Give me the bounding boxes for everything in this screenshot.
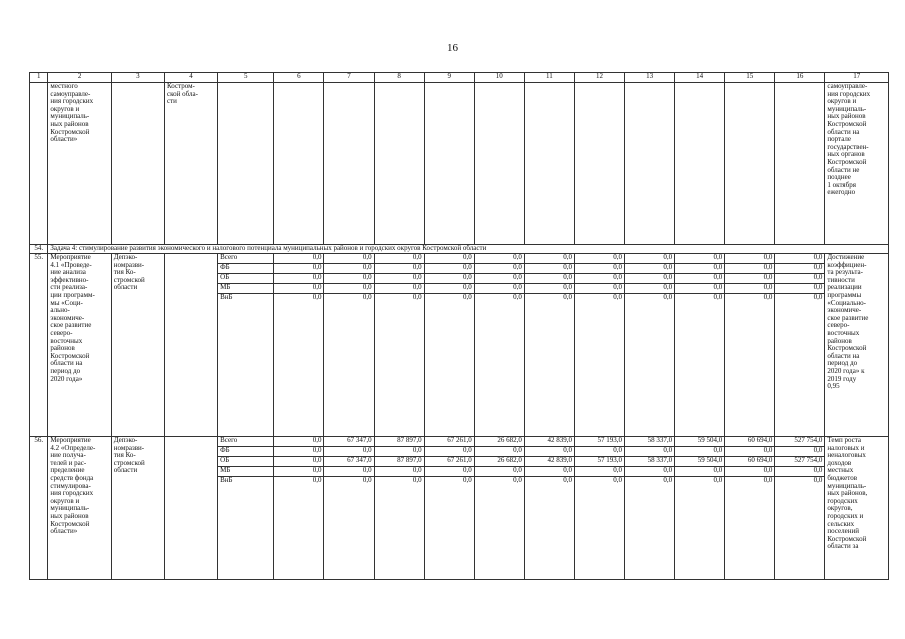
cell-value: 57 193,0 — [574, 437, 624, 447]
cell-value: 0,0 — [675, 284, 725, 294]
cell-value: 0,0 — [775, 467, 825, 477]
cell-value: 42 839,0 — [524, 437, 574, 447]
cell-source: ФБ — [218, 447, 274, 457]
cell-value: 0,0 — [675, 477, 725, 580]
cell-value: 0,0 — [524, 447, 574, 457]
cell-value: 87 897,0 — [374, 437, 424, 447]
cell-source: Всего — [218, 437, 274, 447]
cell-value: 0,0 — [474, 274, 524, 284]
cell-value: 0,0 — [775, 274, 825, 284]
cell-value: 0,0 — [625, 447, 675, 457]
cell-source: ОБ — [218, 457, 274, 467]
cell-value: 0,0 — [675, 254, 725, 264]
cell-source: Всего — [218, 254, 274, 264]
cell-source: ВнБ — [218, 294, 274, 437]
cell-value: 0,0 — [574, 294, 624, 437]
header-cell: 4 — [164, 73, 217, 83]
cell-result: Темп роста налоговых и неналоговых доходов местных бюджетов муниципаль- ных районов, городских округов, городских и сельских поселений Костромской области за — [825, 437, 889, 580]
cell-value: 67 261,0 — [424, 437, 474, 447]
cell-value: 0,0 — [274, 294, 324, 437]
cell-value: 0,0 — [625, 264, 675, 274]
cell-value: 0,0 — [424, 447, 474, 457]
cell-measure: местного самоуправле- ния городских округов и муниципаль- ных районов Костромской области» — [48, 83, 111, 245]
cell-value: 26 682,0 — [474, 457, 524, 467]
cell-value: 26 682,0 — [474, 437, 524, 447]
cell-value: 0,0 — [574, 274, 624, 284]
cell-value: 0,0 — [274, 477, 324, 580]
cell-value: 0,0 — [725, 284, 775, 294]
cell-value: 0,0 — [424, 254, 474, 264]
cell — [775, 83, 825, 245]
cell-value: 0,0 — [274, 467, 324, 477]
cell-value: 0,0 — [424, 284, 474, 294]
row-number: 55. — [30, 254, 48, 437]
cell-value: 0,0 — [474, 477, 524, 580]
cell-executor: Депэко- номразви- тия Ко- стромской области — [111, 254, 164, 437]
cell-value: 0,0 — [474, 467, 524, 477]
cell-value: 0,0 — [274, 457, 324, 467]
header-cell: 6 — [274, 73, 324, 83]
cell-value: 0,0 — [424, 294, 474, 437]
task-title: Задача 4: стимулирование развития экономического и налогового потенциала муниципальных районов и городских округов Костромской области — [48, 245, 889, 254]
cell-value: 0,0 — [625, 467, 675, 477]
cell-value: 42 839,0 — [524, 457, 574, 467]
cell-source: ОБ — [218, 274, 274, 284]
cell-value: 0,0 — [524, 294, 574, 437]
cell-value: 0,0 — [374, 254, 424, 264]
cell-value: 0,0 — [474, 264, 524, 274]
header-cell: 15 — [725, 73, 775, 83]
cell-value: 0,0 — [775, 284, 825, 294]
cell-value: 0,0 — [274, 437, 324, 447]
cell-value: 0,0 — [524, 264, 574, 274]
header-cell: 5 — [218, 73, 274, 83]
cell — [625, 83, 675, 245]
cell — [274, 83, 324, 245]
cell-value: 0,0 — [424, 264, 474, 274]
cell-value: 0,0 — [625, 477, 675, 580]
cell — [374, 83, 424, 245]
cell-value: 0,0 — [625, 294, 675, 437]
header-cell: 11 — [524, 73, 574, 83]
cell-value: 527 754,0 — [775, 437, 825, 447]
cell-value: 0,0 — [324, 284, 374, 294]
cell-value: 0,0 — [324, 294, 374, 437]
cell-value: 0,0 — [574, 284, 624, 294]
cell-value: 67 347,0 — [324, 457, 374, 467]
cell — [524, 83, 574, 245]
cell-value: 59 504,0 — [675, 437, 725, 447]
cell-value: 67 261,0 — [424, 457, 474, 467]
cell-value: 0,0 — [324, 477, 374, 580]
cell-result: Достижение коэффициен- та результа- тивности реализации программы «Социально- экономиче- ское развитие северо- восточных районов Костромской области на период до 2020 года» к 2019 году 0,95 — [825, 254, 889, 437]
cell-value: 67 347,0 — [324, 437, 374, 447]
cell-value: 0,0 — [324, 264, 374, 274]
table-row — [30, 254, 889, 264]
cell-value: 0,0 — [324, 274, 374, 284]
cell — [30, 83, 48, 245]
cell-value: 0,0 — [574, 477, 624, 580]
cell-value: 0,0 — [324, 447, 374, 457]
header-cell: 10 — [474, 73, 524, 83]
cell-value: 60 694,0 — [725, 457, 775, 467]
cell-value: 0,0 — [524, 274, 574, 284]
cell-value: 58 337,0 — [625, 437, 675, 447]
cell-value: 0,0 — [524, 477, 574, 580]
cell-value: 0,0 — [374, 477, 424, 580]
cell-value: 0,0 — [725, 274, 775, 284]
cell-value: 0,0 — [775, 477, 825, 580]
cell-value: 0,0 — [324, 467, 374, 477]
header-cell: 7 — [324, 73, 374, 83]
cell-value: 0,0 — [574, 447, 624, 457]
cell-source: ВнБ — [218, 477, 274, 580]
cell-value: 0,0 — [725, 264, 775, 274]
cell-value: 0,0 — [524, 254, 574, 264]
cell-value: 0,0 — [775, 294, 825, 437]
header-cell: 17 — [825, 73, 889, 83]
cell-source: МБ — [218, 284, 274, 294]
cell-value: 0,0 — [324, 254, 374, 264]
cell-value: 0,0 — [574, 467, 624, 477]
cell-value: 0,0 — [474, 294, 524, 437]
cell-value: 0,0 — [675, 264, 725, 274]
header-cell: 13 — [625, 73, 675, 83]
cell-coexecutor — [164, 254, 217, 437]
cell-value: 0,0 — [274, 274, 324, 284]
cell-executor: Депэко- номразви- тия Ко- стромской области — [111, 437, 164, 580]
cell — [725, 83, 775, 245]
cell-measure: Мероприятие 4.1 «Проведе- ние анализа эффективно- сти реализа- ции программ- мы «Соци- ально- экономиче- ское развитие северо- восточных районов Костромской области на период до 2020 года» — [48, 254, 111, 437]
cell-value: 0,0 — [725, 467, 775, 477]
cell — [474, 83, 524, 245]
header-cell: 3 — [111, 73, 164, 83]
header-cell: 12 — [574, 73, 624, 83]
continuation-row — [30, 83, 889, 245]
cell — [424, 83, 474, 245]
header-cell: 9 — [424, 73, 474, 83]
cell-value: 0,0 — [524, 284, 574, 294]
cell-source: МБ — [218, 467, 274, 477]
cell-coexecutor — [164, 437, 217, 580]
header-cell: 1 — [30, 73, 48, 83]
page-number: 16 — [447, 42, 458, 54]
cell-value: 0,0 — [625, 284, 675, 294]
cell-value: 0,0 — [374, 274, 424, 284]
cell-value: 0,0 — [374, 447, 424, 457]
cell — [675, 83, 725, 245]
cell-source: ФБ — [218, 264, 274, 274]
cell-value: 0,0 — [374, 284, 424, 294]
cell-value: 0,0 — [675, 467, 725, 477]
cell-result: самоуправле- ния городских округов и муниципаль- ных районов Костромской области на портале государствен- ных органов Костромской области не позднее 1 октября ежегодно — [825, 83, 889, 245]
cell-value: 59 504,0 — [675, 457, 725, 467]
cell-measure: Мероприятие 4.2 «Определе- ние получа- телей и рас- пределение средств фонда стимулирова- ния городских округов и муниципаль- ных районов Костромской области» — [48, 437, 111, 580]
cell-value: 0,0 — [775, 254, 825, 264]
cell-value: 0,0 — [675, 447, 725, 457]
cell-value: 58 337,0 — [625, 457, 675, 467]
cell-value: 0,0 — [675, 294, 725, 437]
cell-value: 0,0 — [725, 294, 775, 437]
cell-value: 0,0 — [625, 274, 675, 284]
cell-value: 57 193,0 — [574, 457, 624, 467]
cell-value: 0,0 — [274, 447, 324, 457]
header-cell: 14 — [675, 73, 725, 83]
cell — [324, 83, 374, 245]
cell-value: 0,0 — [374, 264, 424, 274]
cell-value: 0,0 — [374, 294, 424, 437]
cell-value: 0,0 — [474, 447, 524, 457]
cell — [111, 83, 164, 245]
cell-value: 0,0 — [424, 477, 474, 580]
cell-value: 60 694,0 — [725, 437, 775, 447]
cell-value: 0,0 — [474, 254, 524, 264]
cell — [574, 83, 624, 245]
cell-value: 0,0 — [725, 447, 775, 457]
cell-value: 0,0 — [775, 264, 825, 274]
cell-value: 0,0 — [675, 274, 725, 284]
header-row — [30, 73, 889, 83]
cell-value: 0,0 — [725, 477, 775, 580]
row-number: 54. — [30, 245, 48, 254]
cell-value: 0,0 — [474, 284, 524, 294]
cell-value: 0,0 — [374, 467, 424, 477]
task-row — [30, 245, 889, 254]
cell-value: 0,0 — [424, 274, 474, 284]
cell-value: 0,0 — [775, 447, 825, 457]
cell-executor: Костром- ской обла- сти — [164, 83, 217, 245]
row-number: 56. — [30, 437, 48, 580]
header-cell: 16 — [775, 73, 825, 83]
cell-value: 0,0 — [274, 264, 324, 274]
cell-value: 0,0 — [725, 254, 775, 264]
cell-value: 0,0 — [574, 264, 624, 274]
cell-value: 0,0 — [574, 254, 624, 264]
program-table — [29, 72, 889, 580]
cell-value: 0,0 — [274, 254, 324, 264]
header-cell: 8 — [374, 73, 424, 83]
cell-value: 0,0 — [625, 254, 675, 264]
cell-value: 87 897,0 — [374, 457, 424, 467]
header-cell: 2 — [48, 73, 111, 83]
cell-value: 0,0 — [524, 467, 574, 477]
cell — [218, 83, 274, 245]
cell-value: 527 754,0 — [775, 457, 825, 467]
table-row — [30, 437, 889, 447]
cell-value: 0,0 — [274, 284, 324, 294]
cell-value: 0,0 — [424, 467, 474, 477]
